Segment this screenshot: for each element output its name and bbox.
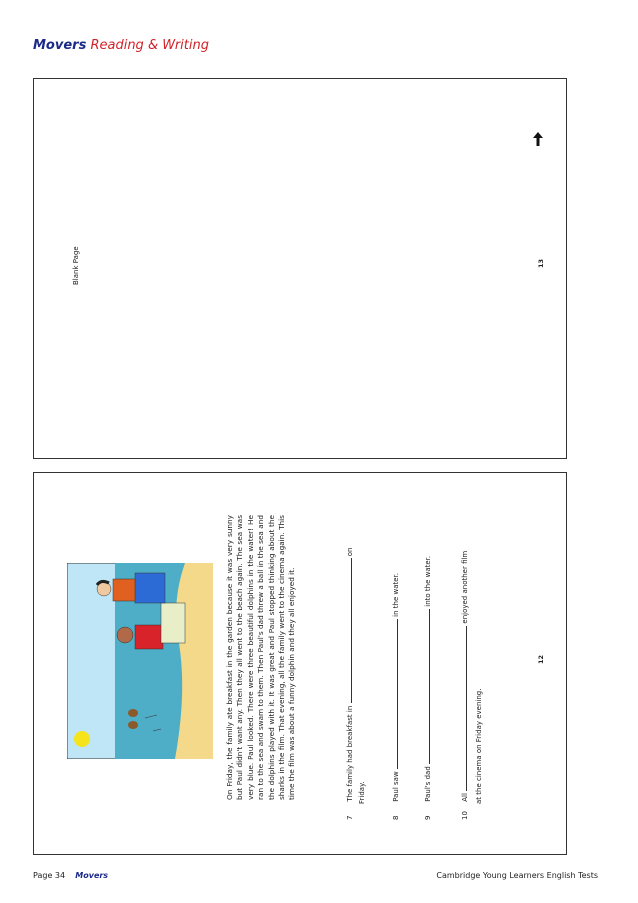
- page-number-12: 12: [537, 654, 545, 664]
- question-7-text-after: on: [346, 547, 354, 557]
- question-7-answer-line[interactable]: [345, 558, 352, 703]
- question-8-text-after: in the water.: [392, 572, 400, 617]
- beach-dolphins-picture: [67, 563, 213, 759]
- footer-page-number: Page 34: [33, 871, 66, 880]
- question-8-text-before: Paul saw: [392, 771, 400, 802]
- question-10-answer-line[interactable]: [460, 626, 467, 791]
- question-7-text-before: The family had breakfast in: [346, 705, 354, 802]
- question-10-text-before: All: [461, 793, 469, 802]
- page-number-13: 13: [537, 258, 545, 268]
- question-9-number: 9: [424, 815, 432, 820]
- page-header: [33, 38, 209, 53]
- question-10-continuation: at the cinema on Friday evening.: [475, 688, 483, 804]
- question-7-number: 7: [346, 815, 354, 820]
- blank-page-frame: [33, 78, 567, 459]
- question-8: [391, 573, 402, 820]
- question-7: [345, 548, 356, 820]
- question-9-text-before: Paul's dad: [424, 766, 432, 802]
- question-9: [423, 556, 434, 820]
- story-text: On Friday, the family ate breakfast in the garden because it was very sunny but Paul didn't want any. Then they all went to the beach again. The sea was very blue. Paul looked. There were three beautiful dolphins in the water! He ran to the sea and swam to them. Then Paul's dad threw a ball in the sea and the dolphins played with it. It was great and Paul stopped thinking about the sharks in the film. That evening, all the family went to the cinema again. This time the film was about a funny dolphin and they all enjoyed it.: [225, 515, 297, 800]
- footer-brand: Movers: [75, 871, 109, 880]
- question-8-number: 8: [392, 815, 400, 820]
- question-9-text-after: into the water.: [424, 555, 432, 607]
- turn-page-arrow-icon: [532, 130, 544, 150]
- question-10-text-after: enjoyed another film: [461, 550, 469, 624]
- question-7-continuation: Friday.: [358, 781, 366, 804]
- blank-page-label: Blank Page: [72, 246, 80, 285]
- question-10: [460, 551, 471, 820]
- header-section: Reading & Writing: [90, 38, 209, 53]
- footer-left: [33, 871, 108, 880]
- question-10-number: 10: [461, 811, 469, 820]
- header-brand: Movers: [33, 38, 87, 53]
- question-8-answer-line[interactable]: [391, 619, 398, 769]
- question-9-answer-line[interactable]: [423, 609, 430, 764]
- footer-right: Cambridge Young Learners English Tests: [436, 871, 598, 880]
